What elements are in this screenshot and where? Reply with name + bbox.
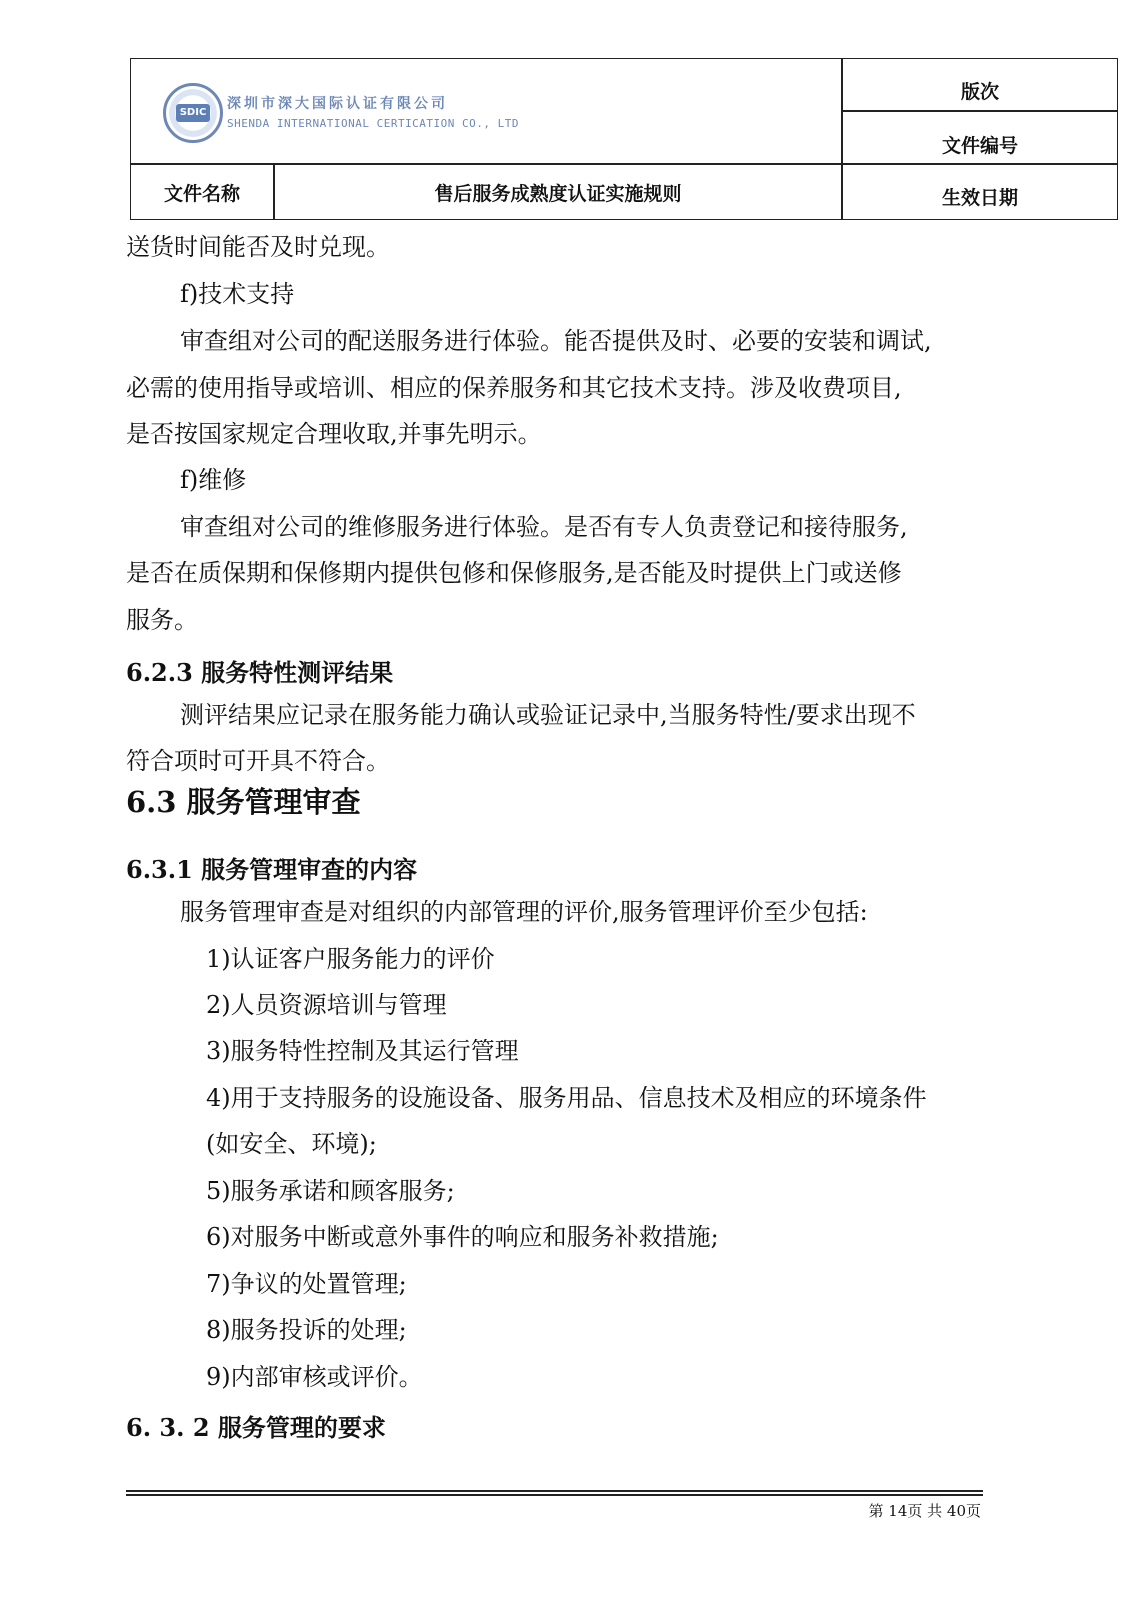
paragraph-line: 是否按国家规定合理收取,并事先明示。 bbox=[126, 420, 542, 448]
version-label: 版次 bbox=[960, 81, 999, 103]
paragraph-line: 测评结果应记录在服务能力确认或验证记录中,当服务特性/要求出现不 bbox=[180, 701, 916, 729]
list-item: 1)认证客户服务能力的评价 bbox=[206, 945, 495, 973]
doc-name: 售后服务成熟度认证实施规则 bbox=[434, 183, 682, 205]
list-item-continuation: (如安全、环境); bbox=[206, 1130, 377, 1158]
company-logo bbox=[163, 83, 223, 143]
subheading-tech-support: f)技术支持 bbox=[180, 280, 295, 308]
list-item: 8)服务投诉的处理; bbox=[206, 1316, 407, 1344]
paragraph-line: 符合项时可开具不符合。 bbox=[126, 747, 390, 775]
paragraph-line: 是否在质保期和保修期内提供包修和保修服务,是否能及时提供上门或送修 bbox=[126, 559, 902, 587]
list-item: 3)服务特性控制及其运行管理 bbox=[206, 1037, 519, 1065]
paragraph-line: 服务管理审查是对组织的内部管理的评价,服务管理评价至少包括: bbox=[180, 898, 868, 926]
list-item: 4)用于支持服务的设施设备、服务用品、信息技术及相应的环境条件 bbox=[206, 1084, 927, 1112]
list-item: 6)对服务中断或意外事件的响应和服务补救措施; bbox=[206, 1223, 719, 1251]
footer-rule bbox=[126, 1490, 983, 1492]
list-item: 2)人员资源培训与管理 bbox=[206, 991, 447, 1019]
footer-rule bbox=[126, 1494, 983, 1496]
paragraph-line: 服务。 bbox=[126, 606, 198, 634]
company-name-en: SHENDA INTERNATIONAL CERTICATION CO., LTD bbox=[227, 117, 520, 130]
list-item: 9)内部审核或评价。 bbox=[206, 1363, 423, 1391]
section-heading-6-2-3: 6.2.3 服务特性测评结果 bbox=[126, 658, 394, 687]
paragraph-line: 送货时间能否及时兑现。 bbox=[126, 233, 390, 261]
doc-name-label: 文件名称 bbox=[163, 183, 240, 205]
logo-abbr: SDIC bbox=[176, 104, 210, 122]
company-name-cn: 深圳市深大国际认证有限公司 bbox=[227, 96, 448, 112]
list-item: 7)争议的处置管理; bbox=[206, 1270, 407, 1298]
paragraph-line: 必需的使用指导或培训、相应的保养服务和其它技术支持。涉及收费项目, bbox=[126, 374, 902, 402]
subheading-repair: f)维修 bbox=[180, 466, 247, 494]
page-number: 第 14页 共 40页 bbox=[868, 1502, 981, 1520]
list-item: 5)服务承诺和顾客服务; bbox=[206, 1177, 455, 1205]
section-heading-6-3-2: 6. 3. 2 服务管理的要求 bbox=[126, 1413, 386, 1442]
paragraph-line: 审查组对公司的配送服务进行体验。能否提供及时、必要的安装和调试, bbox=[180, 327, 932, 355]
section-heading-6-3: 6.3 服务管理审查 bbox=[126, 785, 361, 819]
document-header-table bbox=[130, 58, 1118, 220]
section-heading-6-3-1: 6.3.1 服务管理审查的内容 bbox=[126, 855, 418, 884]
effective-date-label: 生效日期 bbox=[941, 187, 1018, 209]
paragraph-line: 审查组对公司的维修服务进行体验。是否有专人负责登记和接待服务, bbox=[180, 513, 908, 541]
doc-number-label: 文件编号 bbox=[941, 135, 1018, 157]
